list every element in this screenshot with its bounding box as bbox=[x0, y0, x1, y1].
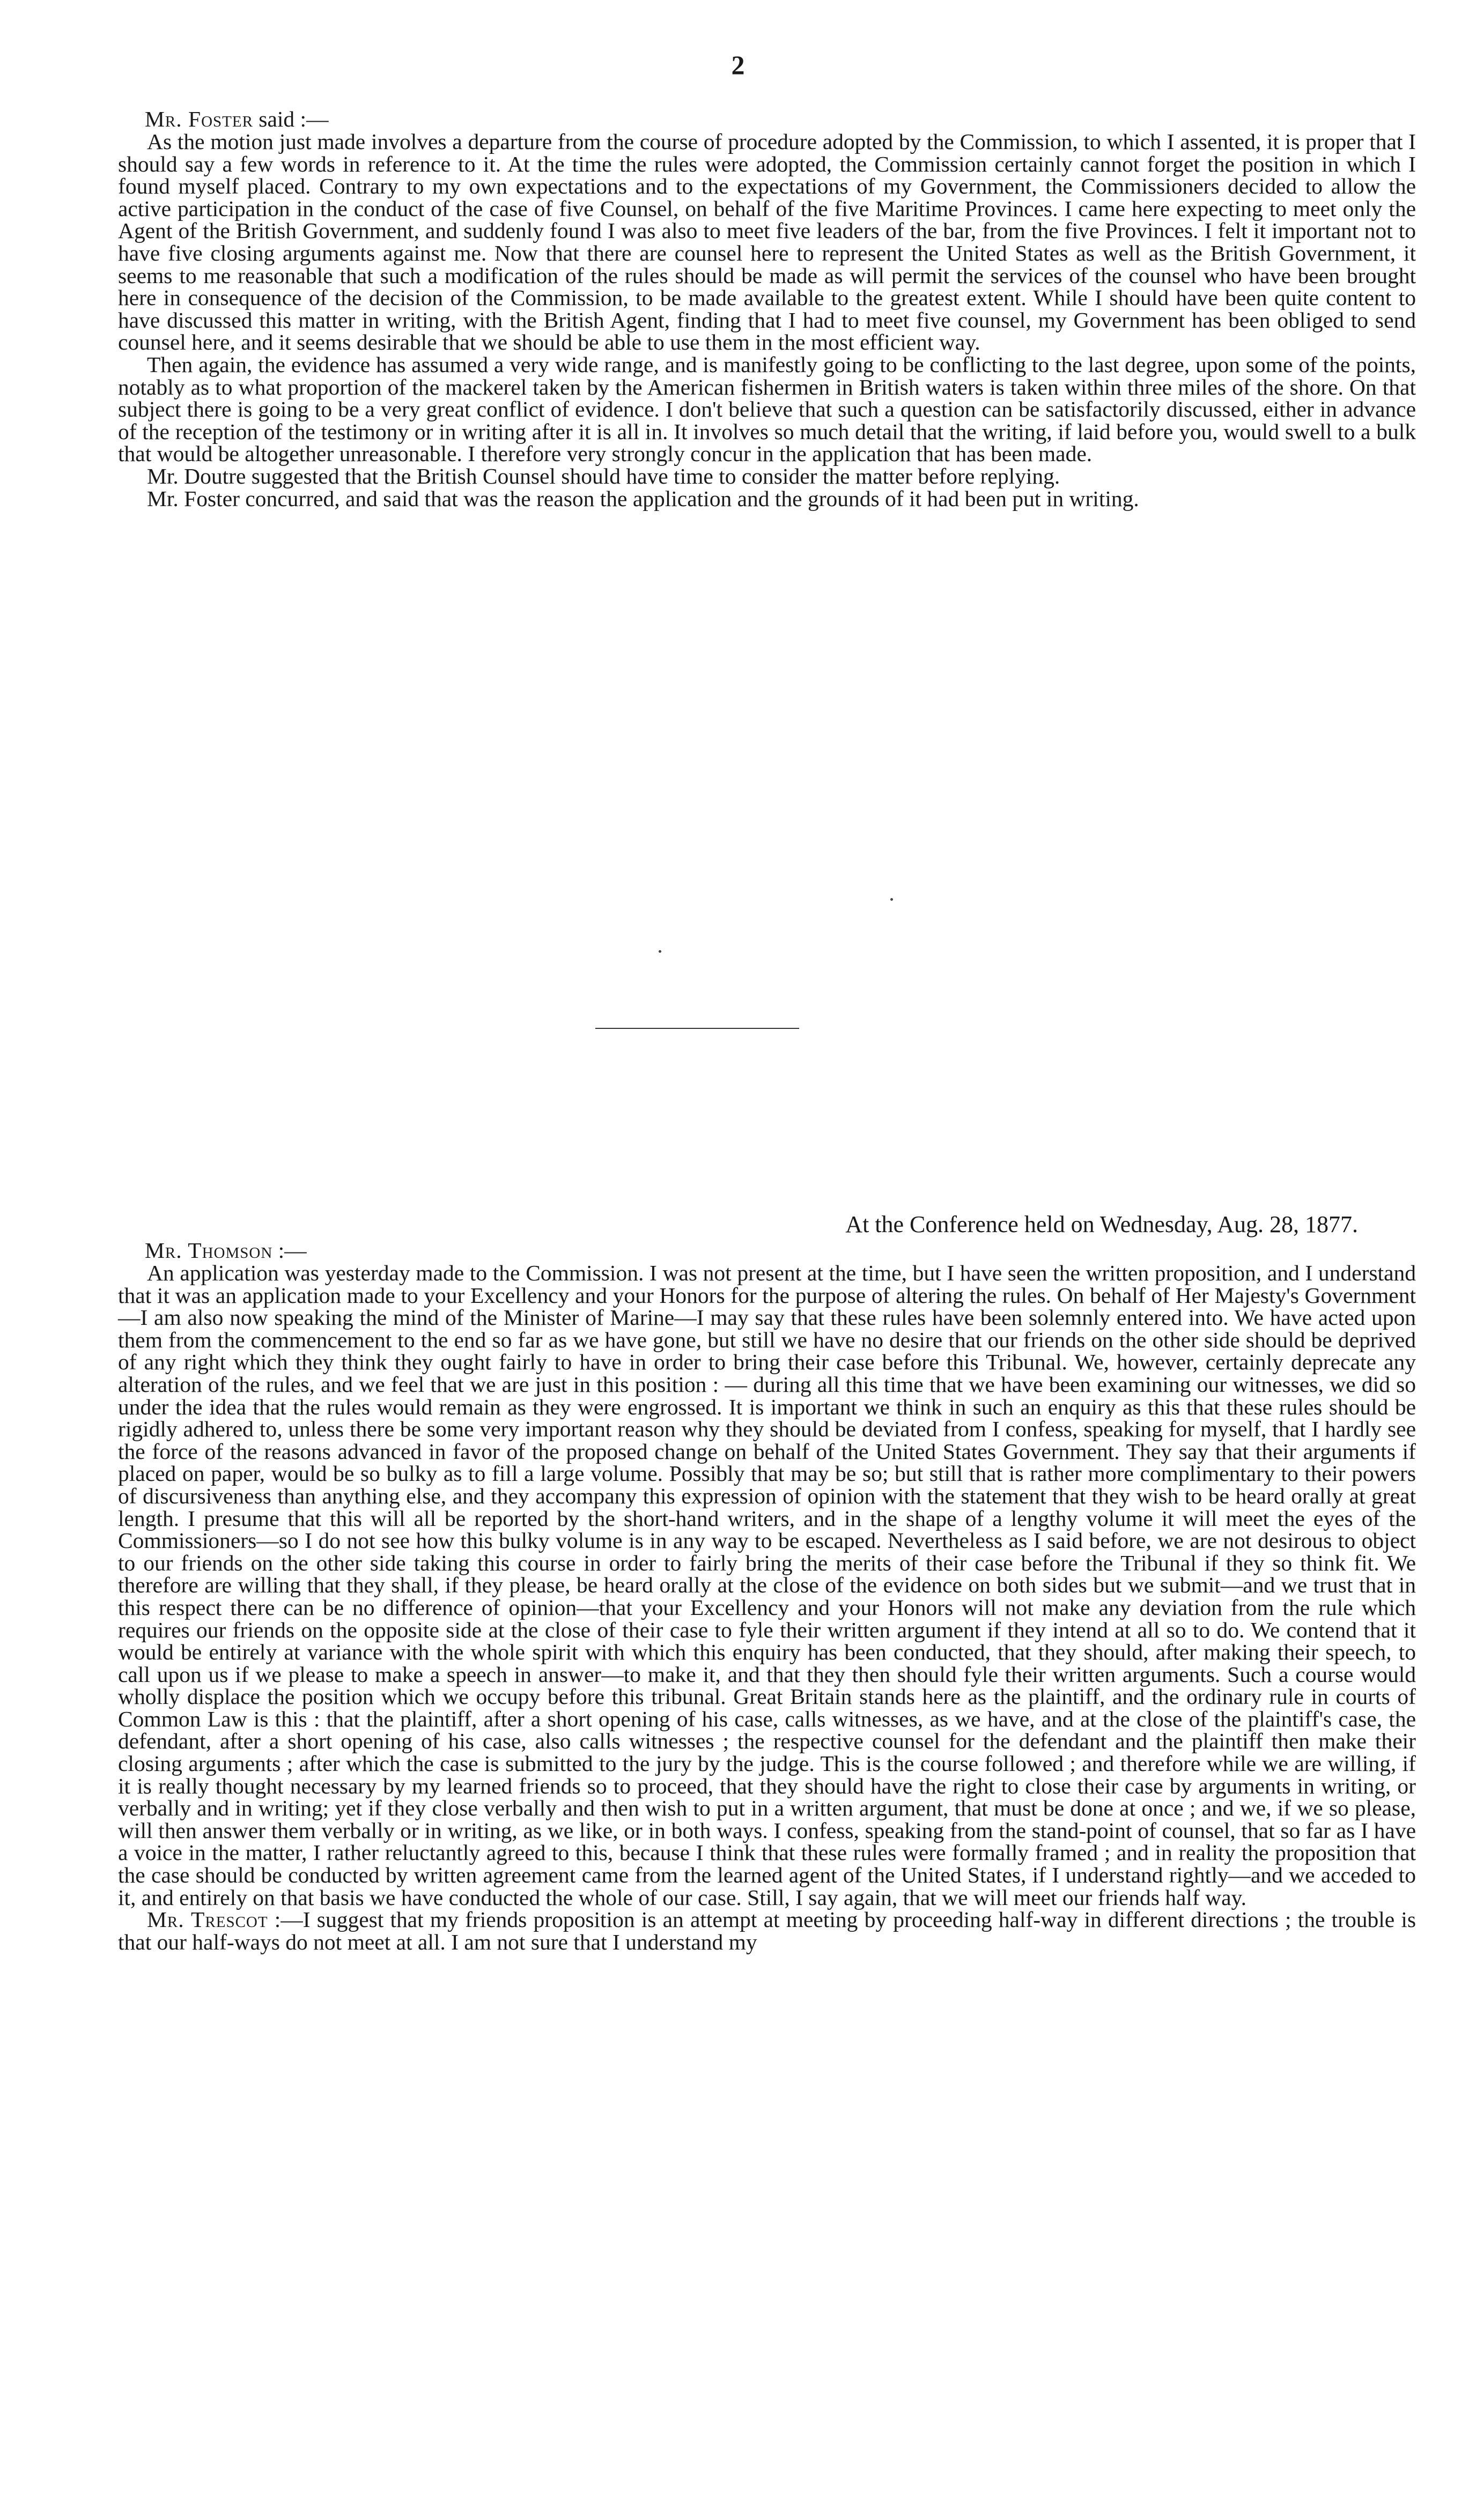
conference-date: At the Conference held on Wednesday, Aug. 28, 1877. bbox=[845, 1211, 1358, 1237]
thomson-statement bbox=[118, 1239, 1416, 1953]
print-speck bbox=[890, 898, 893, 901]
paragraph: Mr. Doutre suggested that the British Counsel should have time to consider the matter before replying. bbox=[147, 463, 1060, 488]
speaker-heading bbox=[118, 107, 1416, 131]
closing-paragraph bbox=[118, 1909, 1416, 1953]
foster-statement bbox=[118, 107, 1416, 510]
speaker-suffix: :— bbox=[272, 1238, 307, 1263]
paragraph: As the motion just made involves a departure from the course of procedure adopted by the Commission, to which I assented, it is proper that I should say a few words in reference to it. At the time the rules were adopted, the Commission certainly cannot forget the position in which I found myself placed. Contrary to my own expectations and to the expectations of my Government, the Commissioners decided to allow the active participation in the conduct of the case of five Counsel, on behalf of the five Maritime Provinces. I came here expecting to meet only the Agent of the British Government, and suddenly found I was also to meet five leaders of the bar, from the five Provinces. I felt it important not to have five closing arguments against me. Now that there are counsel here to represent the United States as well as the British Government, it seems to me reasonable that such a modification of the rules should be made as will permit the services of the counsel who have been brought here in consequence of the decision of the Commission, to be made available to the greatest extent. While I should have been quite content to have discussed this matter in writing, with the British Agent, finding that I had to meet five counsel, my Government has been obliged to send counsel here, and it seems desirable that we should be able to use them in the most efficient way. bbox=[118, 129, 1416, 355]
speaker-heading bbox=[118, 1239, 1416, 1262]
closing-text: :—I suggest that my friends proposition is an attempt at meeting by proceeding half-way in different directions ; the trouble is that our half-ways do not meet at all. I am not sure that I understand my bbox=[118, 1907, 1416, 1954]
section-divider bbox=[595, 1028, 799, 1029]
paragraph: Then again, the evidence has assumed a very wide range, and is manifestly going to be conflicting to the last degree, upon some of the points, notably as to what proportion of the mackerel taken by the American fishermen in British waters is taken within three miles of the shore. On that subject there is going to be a very great conflict of evidence. I don't believe that such a question can be satisfactorily discussed, either in advance of the reception of the testimony or in writing after it is all in. It involves so much detail that the writing, if laid before you, would swell to a bulk that would be altogether unreasonable. I therefore very strongly concur in the application that has been made. bbox=[118, 352, 1416, 466]
paragraph: Mr. Foster concurred, and said that was the reason the application and the grounds of it had been put in writing. bbox=[147, 486, 1139, 511]
speaker-suffix: said :— bbox=[253, 107, 329, 131]
paragraph: An application was yesterday made to the Commission. I was not present at the time, but I have seen the written proposition, and I understand that it was an application made to your Excellency and your Honors for the purpose of altering the rules. On behalf of Her Majesty's Government—I am also now speaking the mind of the Minister of Marine—I may say that these rules have been solemnly entered into. We have acted upon them from the commencement to the end so far as we have gone, but still we have no desire that our friends on the other side should be deprived of any right which they think they ought fairly to have in order to bring their case before this Tribunal. We, however, certainly deprecate any alteration of the rules, and we feel that we are just in this position : — during all this time that we have been examining our witnesses, we did so under the idea that the rules would remain as they were engrossed. It is important we think in such an enquiry as this that these rules should be rigidly adhered to, unless there be some very important reason why they should be deviated from I confess, speaking for myself, that I hardly see the force of the reasons advanced in favor of the proposed change on behalf of the United States Government. They say that their arguments if placed on paper, would be so bulky as to fill a large volume. Possibly that may be so; but still that is rather more complimentary to their powers of discursiveness than anything else, and they accompany this expression of opinion with the statement that they wish to be heard orally at great length. I presume that this will all be reported by the short-hand writers, and in the shape of a lengthy volume it will meet the eyes of the Commissioners—so I do not see how this bulky volume is in any way to be escaped. Nevertheless as I said before, we are not desirous to object to our friends on the other side taking this course in order to fairly bring the merits of their case before the Tribunal if they so think fit. We therefore are willing that they shall, if they please, be heard orally at the close of the evidence on both sides but we submit—and we trust that in this respect there can be no difference of opinion—that your Excellency and your Honors will not make any deviation from the rule which requires our friends on the opposite side at the close of their case to fyle their written argument if they intend at all so to do. We contend that it would be entirely at variance with the whole spirit with which this enquiry has been conducted, that they should, after making their speech, to call upon us if we please to make a speech in answer—to make it, and that they then should fyle their written arguments. Such a course would wholly displace the position which we occupy before this tribunal. Great Britain stands here as the plaintiff, and the ordinary rule in courts of Common Law is this : that the plaintiff, after a short opening of his case, calls witnesses, as we have, and at the close of the plaintiff's case, the defendant, after a short opening of his case, also calls witnesses ; the respective counsel for the defendant and the plaintiff then make their closing arguments ; after which the case is submitted to the jury by the judge. This is the course followed ; and therefore while we are willing, if it is really thought necessary by my learned friends so to proceed, that they should have the right to close their case by arguments in writing, or verbally and in writing; yet if they close verbally and then wish to put in a written argument, that must be done at once ; and we, if we so please, will then answer them verbally or in writing, as we like, or in both ways. I confess, speaking from the stand-point of counsel, that so far as I have a voice in the matter, I rather reluctantly agreed to this, because I think that these rules were formally framed ; and in reality the proposition that the case should be conducted by written agreement came from the learned agent of the United States, if I understand rightly—and we acceded to it, and entirely on that basis we have conducted the whole of our case. Still, I say again, that we will meet our friends half way. bbox=[118, 1261, 1416, 1910]
print-speck bbox=[659, 950, 661, 953]
speaker-name: Mr. Thomson bbox=[145, 1238, 273, 1263]
page-number: 2 bbox=[731, 50, 745, 80]
speaker-name: Mr. Foster bbox=[145, 107, 253, 131]
closing-speaker-name: Mr. Trescot bbox=[147, 1907, 268, 1932]
